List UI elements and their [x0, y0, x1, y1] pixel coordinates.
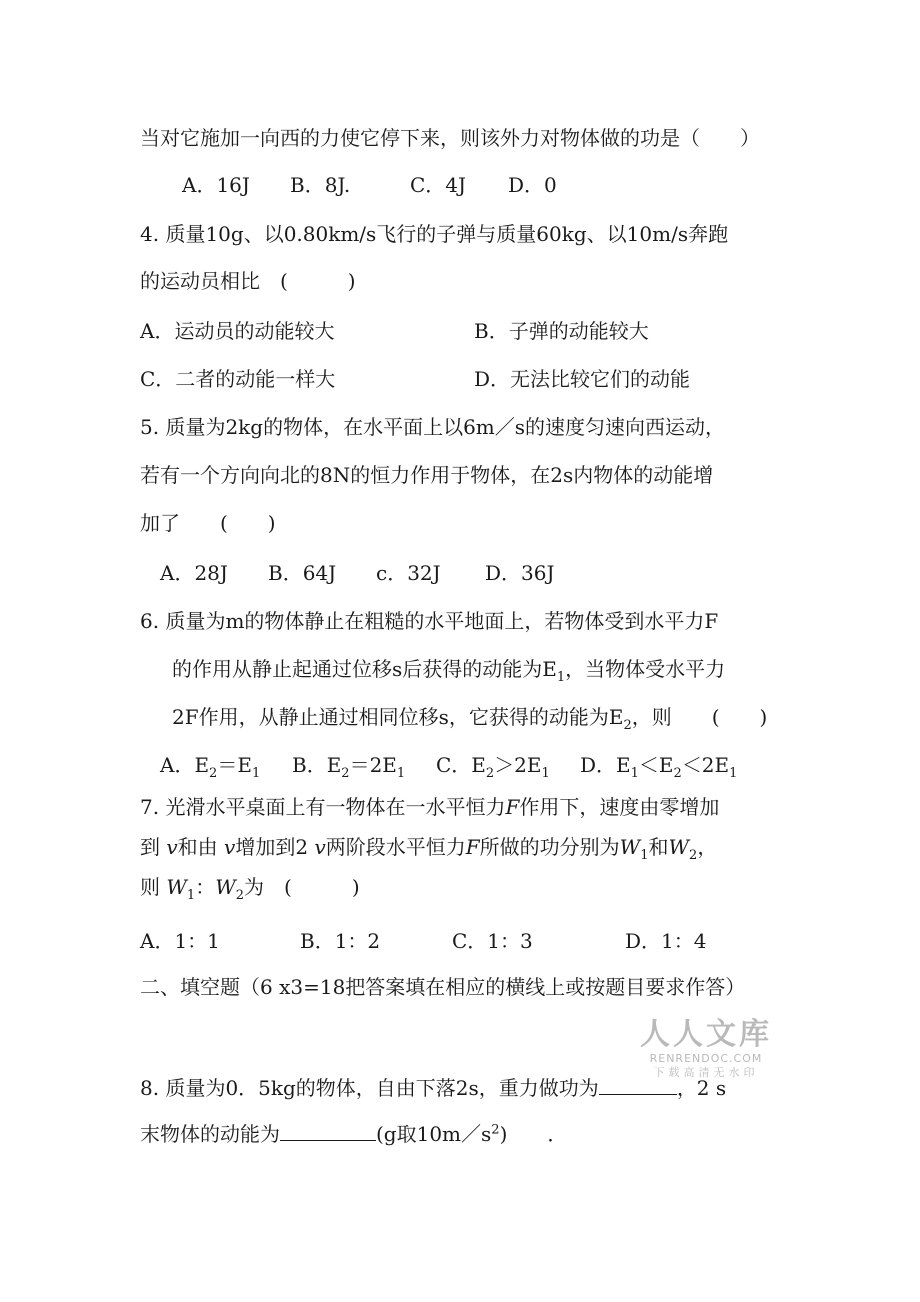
q6-line-2-post: ，当物体受水平力: [565, 657, 726, 681]
q8-l2-c: ) ．: [499, 1122, 568, 1146]
q7-l2-v2: v: [224, 835, 236, 859]
watermark-sub: 下载高清无水印: [653, 1066, 759, 1079]
q6-a-s2: 1: [251, 766, 261, 781]
q5-option-d: D．36J: [485, 561, 555, 585]
q7-l2-v1: v: [166, 835, 178, 859]
q6-line-2-pre: 的作用从静止起通过位移s后获得的动能为E: [172, 657, 557, 681]
q6-d-p1: D．E: [580, 753, 631, 777]
q7-line-1: [140, 794, 719, 820]
q7-l3-colon: ：: [195, 875, 216, 899]
q7-l1-a: 7. 光滑水平桌面上有一物体在一水平恒力: [140, 795, 506, 819]
q8-l2-a: 末物体的动能为: [140, 1122, 280, 1146]
q3-option-a: A．16J: [182, 173, 250, 197]
q6-line-3: [172, 704, 768, 733]
q3-option-d: D．0: [508, 173, 557, 197]
q3-option-b: B．8J.: [290, 173, 351, 197]
q7-l2-b: 和由: [177, 835, 218, 859]
q7-l2-w1sub: 1: [640, 848, 649, 863]
q6-c-p2: ＞2E: [494, 753, 542, 777]
q6-b-s2: 1: [396, 766, 406, 781]
q8-answer-blank-2[interactable]: [280, 1120, 376, 1141]
q6-d-s2: 2: [673, 766, 682, 781]
q7-l2-w2sub: 2: [689, 848, 698, 863]
q4-line-2: 的运动员相比 ( ): [140, 269, 356, 293]
q5-line-3: 加了 ( ): [140, 511, 276, 535]
q6-line-3-post: ，则 ( ): [631, 705, 768, 729]
q7-line-3: [140, 874, 360, 903]
q7-l3-a: 则: [140, 875, 160, 899]
q4-option-d: D．无法比较它们的动能: [474, 367, 691, 391]
q6-line-1: 6. 质量为m的物体静止在粗糙的水平地面上，若物体受到水平力F: [140, 609, 719, 633]
q7-l3-w2sub: 2: [235, 888, 245, 903]
q8-l2-b: (g取10m／s: [376, 1122, 492, 1146]
q7-l1-f: F: [505, 795, 520, 819]
q7-l2-d: 两阶段水平恒力: [325, 835, 466, 859]
q7-l3-b: 为 ( ): [244, 875, 360, 899]
q7-l2-a: 到: [140, 835, 160, 859]
q7-l3-w1sub: 1: [186, 888, 196, 903]
q6-c-p1: C．E: [436, 753, 486, 777]
q6-b-s1: 2: [341, 766, 350, 781]
q4-line-1: 4. 质量10g、以0.80km/s飞行的子弹与质量60kg、以10m/s奔跑: [140, 222, 729, 246]
q7-l2-w2: W: [668, 835, 690, 859]
q6-option-a: [160, 752, 261, 781]
q5-line-2: 若有一个方向向北的8N的恒力作用于物体，在2s内物体的动能增: [140, 463, 714, 487]
q6-b-p1: B．E: [292, 753, 342, 777]
watermark: [636, 1018, 776, 1080]
q6-option-b: [292, 752, 406, 781]
q7-l3-w2: W: [215, 875, 236, 899]
q7-l2-and: 和: [648, 835, 669, 859]
q6-line-2-sub: 1: [556, 670, 566, 685]
q7-option-b: B．1：2: [300, 929, 381, 953]
q3-text: 当对它施加一向西的力使它停下来，则该外力对物体做的功是（ ）: [140, 126, 760, 150]
q6-d-p2: ＜E: [638, 753, 674, 777]
q7-line-2: [140, 834, 718, 863]
q5-option-a: A．28J: [160, 561, 228, 585]
q7-l1-b: 作用下，速度由零增加: [519, 795, 720, 819]
q6-option-c: [436, 752, 550, 781]
q7-l3-w1: W: [166, 875, 187, 899]
q6-c-s2: 1: [541, 766, 550, 781]
q7-l2-end: ，: [697, 835, 718, 859]
q8-l2-sup: 2: [491, 1122, 500, 1138]
q6-line-3-pre: 2F作用，从静止通过相同位移s，它获得的动能为E: [172, 705, 624, 729]
q7-l2-e: 所做的功分别为: [479, 835, 620, 859]
q6-line-2: [172, 656, 726, 685]
q8-l1-a: 8. 质量为0．5kg的物体，自由下落2s，重力做功为: [140, 1076, 599, 1100]
q5-line-1: 5. 质量为2kg的物体，在水平面上以6m／s的速度匀速向西运动，: [140, 415, 726, 439]
q3-option-c: C．4J: [410, 173, 467, 197]
q4-option-c: C．二者的动能一样大: [140, 367, 336, 391]
q4-option-b: B．子弹的动能较大: [474, 319, 649, 343]
q8-line-2: [140, 1120, 567, 1147]
q6-c-s1: 2: [485, 766, 495, 781]
q6-a-s1: 2: [209, 766, 218, 781]
q6-b-p2: ＝2E: [349, 753, 397, 777]
q8-answer-blank-1[interactable]: [599, 1074, 677, 1095]
q8-line-1: [140, 1074, 726, 1101]
q6-a-p1: A．E: [160, 753, 210, 777]
q6-d-s3: 1: [729, 766, 738, 781]
q7-option-d: D．1：4: [625, 929, 707, 953]
q6-d-p3: ＜2E: [681, 753, 730, 777]
section-2-title: 二、填空题（6 x3=18把答案填在相应的横线上或按题目要求作答）: [140, 975, 746, 999]
q7-option-c: C．1：3: [452, 929, 533, 953]
q6-line-3-sub: 2: [623, 718, 632, 733]
q6-d-s1: 1: [630, 766, 639, 781]
q7-l2-w1: W: [619, 835, 641, 859]
q8-l1-b: ，2 s: [676, 1076, 727, 1100]
q6-option-d: [580, 752, 738, 781]
q7-l2-v3: v: [314, 835, 326, 859]
q7-l2-f: F: [465, 835, 480, 859]
watermark-url: RENRENDOC.COM: [649, 1052, 763, 1065]
q7-l2-c: 增加到2: [235, 835, 309, 859]
q4-option-a: A．运动员的动能较大: [140, 319, 335, 343]
q5-option-b: B．64J: [268, 561, 337, 585]
q7-option-a: A．1：1: [140, 929, 220, 953]
q5-option-c: c．32J: [376, 561, 441, 585]
watermark-title: 人人文库: [640, 1017, 772, 1052]
q6-a-p2: ＝E: [217, 753, 252, 777]
